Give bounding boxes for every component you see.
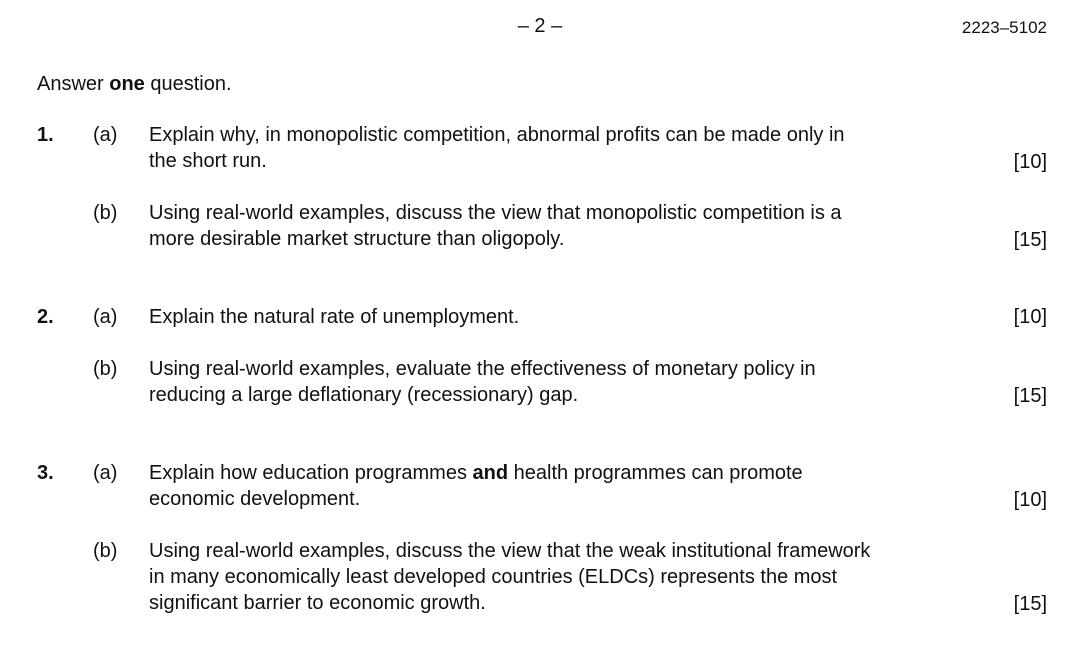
question-3a-line-1 [149, 460, 949, 486]
question-3a-line-1-post: health programmes can promote [508, 462, 803, 484]
question-1a-marks: [10] [1013, 151, 1047, 173]
question-1a-label: (a) [93, 124, 118, 146]
question-3b-label: (b) [93, 540, 118, 562]
question-1b-line-2: more desirable market structure than oligopoly. [149, 228, 565, 250]
page-number: – 2 – [517, 15, 563, 37]
instruction-prefix: Answer [37, 73, 110, 95]
question-1b-label: (b) [93, 202, 118, 224]
question-3b-line-3: significant barrier to economic growth. [149, 592, 486, 614]
document-code: 2223–5102 [961, 18, 1047, 37]
instruction-emphasis: one [109, 73, 145, 95]
question-3a-line-2: economic development. [149, 488, 361, 510]
question-1b-marks: [15] [1013, 229, 1047, 251]
question-1b-line-1: Using real-world examples, discuss the view that monopolistic competition is a [149, 202, 842, 224]
question-1b-text [149, 200, 949, 252]
question-3a-marks: [10] [1013, 489, 1047, 511]
question-2a-text [149, 304, 949, 330]
question-2a-label: (a) [93, 306, 118, 328]
question-3b-line-1: Using real-world examples, discuss the view that the weak institutional framework [149, 540, 871, 562]
question-2a-line-1: Explain the natural rate of unemployment. [149, 306, 520, 328]
question-1a-line-2: the short run. [149, 150, 267, 172]
question-1-number: 1. [37, 124, 54, 146]
question-1a-line-1: Explain why, in monopolistic competition, abnormal profits can be made only in [149, 124, 845, 146]
question-3b-marks: [15] [1013, 593, 1047, 615]
question-3a-line-1-bold: and [472, 462, 509, 484]
question-3a-label: (a) [93, 462, 118, 484]
question-2b-marks: [15] [1013, 385, 1047, 407]
question-2b-label: (b) [93, 358, 118, 380]
instruction-suffix: question. [144, 73, 232, 95]
question-1a-text [149, 122, 949, 174]
question-2b-line-1: Using real-world examples, evaluate the effectiveness of monetary policy in [149, 358, 816, 380]
question-2-number: 2. [37, 306, 54, 328]
question-3-number: 3. [37, 462, 54, 484]
question-3b-line-2: in many economically least developed countries (ELDCs) represents the most [149, 566, 838, 588]
question-3a-text [149, 460, 949, 512]
question-3a-line-1-pre: Explain how education programmes [149, 462, 473, 484]
question-2a-marks: [10] [1013, 306, 1047, 328]
instruction [37, 73, 232, 96]
question-2b-text [149, 356, 949, 408]
question-3b-text [149, 538, 949, 616]
question-2b-line-2: reducing a large deflationary (recessionary) gap. [149, 384, 579, 406]
